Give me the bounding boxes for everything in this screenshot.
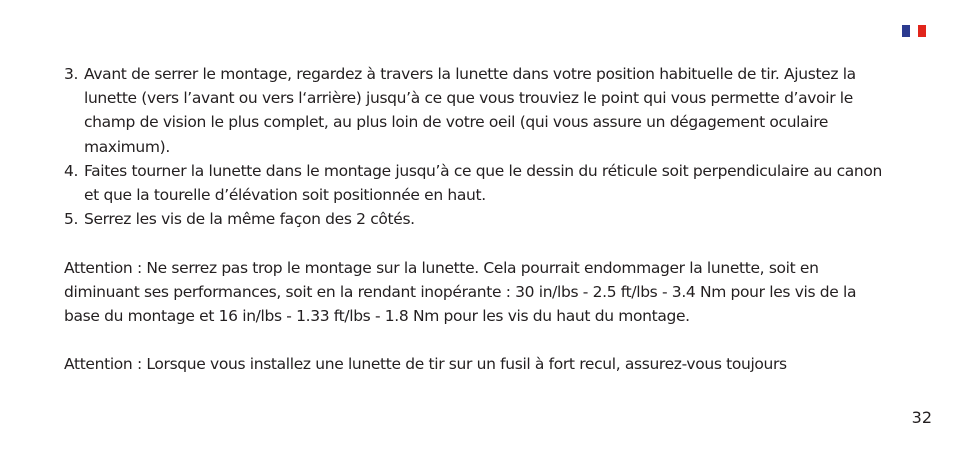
list-item-text: Faites tourner la lunette dans le montage jusqu’à ce que le dessin du réticule soit perpendiculaire au canon et que la tourelle d’élévation soit positionnée en haut.: [84, 161, 882, 205]
list-item: [64, 62, 894, 159]
flag-stripe-blue: [902, 25, 910, 37]
flag-stripe-white: [910, 25, 918, 37]
french-flag-icon: [902, 25, 926, 37]
document-body: [64, 62, 894, 377]
list-item: [64, 159, 894, 207]
list-item-number: 3.: [64, 65, 79, 83]
list-item-number: 5.: [64, 210, 79, 229]
attention-paragraph-continued: Attention : Lorsque vous installez une lunette de tir sur un fusil à fort recul, assurez-vous toujours: [64, 355, 787, 374]
flag-stripe-red: [918, 25, 926, 37]
attention-paragraph: Attention : Ne serrez pas trop le montage sur la lunette. Cela pourrait endommager la lunette, soit en diminuant ses performances, soit en la rendant inopérante : 30 in/lbs - 2.5 ft/lbs - 3.4 Nm pour les vis de la base du montage et 16 in/lbs - 1.33 ft/lbs - 1.8 Nm pour les vis du haut du montage.: [64, 258, 857, 326]
list-item-text: Avant de serrer le montage, regardez à travers la lunette dans votre position habituelle de tir. Ajustez la lunette (vers l’avant ou vers l‘arrière) jusqu’à ce que vous trouviez le point qui vous permette d’avoir le champ de vision le plus complet, au plus loin de votre oeil (qui vous assure un dégagement oculaire maximum).: [84, 65, 856, 156]
page-number: 32: [911, 408, 932, 427]
list-item: [64, 207, 894, 231]
list-item-text: Serrez les vis de la même façon des 2 côtés.: [84, 210, 415, 229]
list-item-number: 4.: [64, 161, 79, 180]
